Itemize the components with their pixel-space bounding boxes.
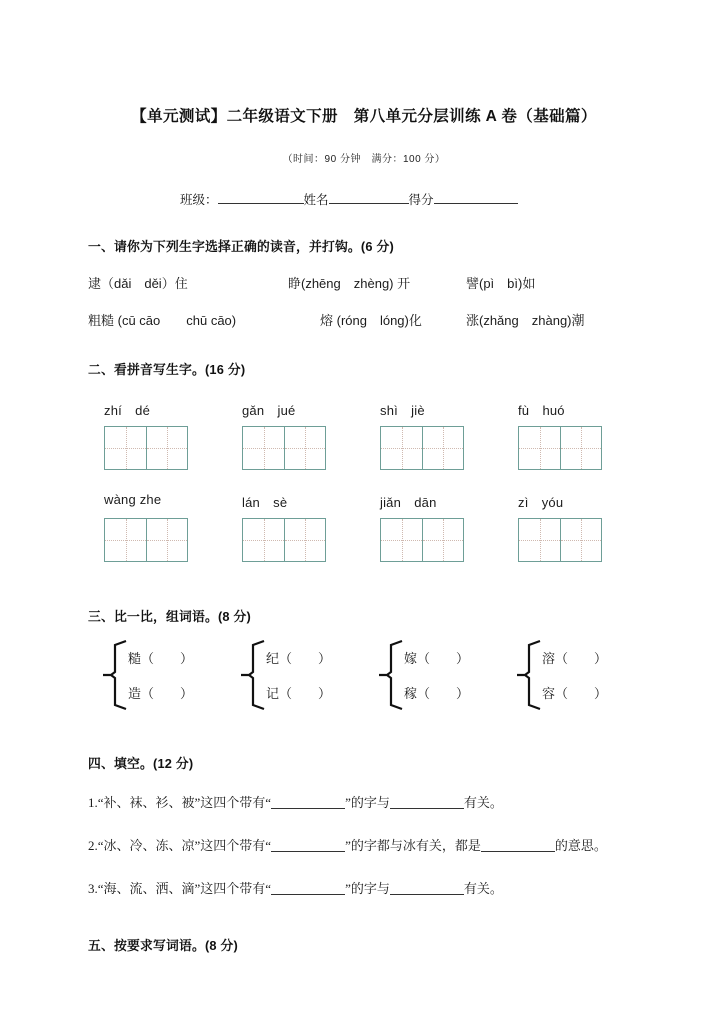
pinyin-text: fù huó — [518, 403, 565, 418]
answer-blank[interactable] — [390, 894, 464, 895]
question-text: 的意思。 — [554, 838, 607, 853]
brace-char-open: 造（ — [128, 686, 155, 701]
pinyin-label-cell — [502, 400, 640, 419]
brace-word-line[interactable] — [404, 683, 469, 702]
writing-grid-cell — [88, 426, 226, 470]
fill-blank-question-3 — [88, 877, 640, 901]
tianzige-cell[interactable] — [381, 519, 422, 561]
brace-group — [378, 639, 516, 711]
brace-group-row — [88, 639, 640, 711]
tianzige-cell[interactable] — [560, 519, 601, 561]
brace-char-close: ） — [318, 651, 332, 666]
brace-char-close: ） — [180, 651, 194, 666]
brace-word-line[interactable] — [128, 648, 193, 667]
left-brace-icon — [378, 639, 404, 711]
brace-word-line[interactable] — [404, 648, 469, 667]
pinyin-label-cell — [88, 400, 226, 419]
brace-word-line[interactable] — [266, 648, 331, 667]
class-label: 班级： — [180, 193, 218, 207]
brace-word-list — [128, 639, 193, 711]
score-label: 得分 — [408, 193, 434, 207]
question-text: ”的字与 — [345, 795, 390, 810]
left-brace-icon — [102, 639, 128, 711]
brace-char-close: ） — [456, 651, 470, 666]
brace-char-close: ） — [180, 686, 194, 701]
question-text: 有关。 — [463, 881, 503, 896]
tianzige-cell[interactable] — [284, 427, 325, 469]
tianzige-cell[interactable] — [422, 519, 463, 561]
pinyin-text: zì yóu — [518, 495, 564, 510]
brace-word-list — [542, 639, 607, 711]
section-three-heading: 三、比一比，组词语。(8 分) — [88, 609, 251, 624]
writing-grid-cell — [364, 426, 502, 470]
question-text: 3.“海、流、洒、滴”这四个带有“ — [88, 881, 272, 896]
answer-blank[interactable] — [390, 808, 464, 809]
pinyin-text: lán sè — [242, 495, 288, 510]
tianzige-cell[interactable] — [146, 519, 187, 561]
question-text: 1.“补、袜、衫、被”这四个带有“ — [88, 795, 272, 810]
brace-word-list — [266, 639, 331, 711]
brace-char-open: 糙（ — [128, 651, 155, 666]
fill-blank-question-2 — [88, 834, 640, 858]
tianzige-cell[interactable] — [519, 519, 560, 561]
tianzige-cell[interactable] — [519, 427, 560, 469]
brace-char-open: 稼（ — [404, 686, 431, 701]
tianzige-cell[interactable] — [422, 427, 463, 469]
student-info-line — [88, 190, 640, 208]
brace-char-open: 容（ — [542, 686, 569, 701]
answer-blank[interactable] — [271, 851, 345, 852]
section-one-row-1 — [88, 273, 640, 292]
answer-blank[interactable] — [271, 808, 345, 809]
section-two — [88, 359, 640, 562]
pinyin-text: shì jiè — [380, 403, 425, 418]
brace-char-close: ） — [594, 686, 608, 701]
class-blank[interactable] — [218, 203, 304, 204]
brace-char-close: ） — [594, 651, 608, 666]
tianzige-box[interactable] — [242, 426, 326, 470]
section-one — [88, 236, 640, 329]
name-label: 姓名 — [303, 193, 329, 207]
writing-grid-cell — [226, 426, 364, 470]
fill-blank-question-1 — [88, 791, 640, 815]
brace-char-open: 纪（ — [266, 651, 293, 666]
brace-word-line[interactable] — [542, 683, 607, 702]
paper-content — [88, 0, 640, 954]
score-blank[interactable] — [434, 203, 518, 204]
exam-meta-subtitle: （时间：90 分钟 满分：100 分） — [282, 154, 446, 165]
tianzige-box[interactable] — [380, 518, 464, 562]
question-text: 2.“冰、冷、冻、凉”这四个带有“ — [88, 838, 272, 853]
tianzige-cell[interactable] — [146, 427, 187, 469]
left-brace-icon — [240, 639, 266, 711]
section-one-heading: 一、请你为下列生字选择正确的读音，并打钩。(6 分) — [88, 239, 394, 254]
brace-word-line[interactable] — [128, 683, 193, 702]
pinyin-label-cell — [226, 492, 364, 511]
section-five — [88, 935, 640, 954]
tianzige-cell[interactable] — [243, 427, 284, 469]
pinyin-text: jiǎn dān — [380, 495, 437, 510]
pinyin-text: wàng zhe — [104, 492, 162, 507]
pinyin-choice-item[interactable]: 睁(zhēng zhèng) 开 — [288, 276, 411, 291]
writing-grid-cell — [226, 518, 364, 562]
answer-blank[interactable] — [481, 851, 555, 852]
writing-grid-cell — [502, 518, 640, 562]
pinyin-label-cell — [364, 492, 502, 511]
tianzige-cell[interactable] — [105, 427, 146, 469]
tianzige-cell[interactable] — [243, 519, 284, 561]
pinyin-label-cell — [502, 492, 640, 511]
brace-group — [516, 639, 654, 711]
brace-word-line[interactable] — [266, 683, 331, 702]
question-text: 有关。 — [463, 795, 503, 810]
section-five-heading: 五、按要求写词语。(8 分) — [88, 938, 238, 953]
tianzige-cell[interactable] — [105, 519, 146, 561]
section-two-heading: 二、看拼音写生字。(16 分) — [88, 362, 246, 377]
writing-grid-row-2 — [88, 518, 640, 562]
brace-group — [240, 639, 378, 711]
pinyin-text: zhí dé — [104, 403, 151, 418]
pinyin-label-cell — [364, 400, 502, 419]
brace-char-open: 溶（ — [542, 651, 569, 666]
name-blank[interactable] — [329, 203, 409, 204]
brace-group — [102, 639, 240, 711]
pinyin-choice-item[interactable]: 譬(pì bì)如 — [466, 276, 536, 291]
tianzige-cell[interactable] — [560, 427, 601, 469]
pinyin-choice-item[interactable]: 逮（dǎi děi）住 — [88, 276, 188, 291]
pinyin-label-row-1 — [88, 400, 640, 419]
pinyin-label-row-2 — [88, 492, 640, 511]
writing-grid-cell — [502, 426, 640, 470]
pinyin-label-cell — [226, 400, 364, 419]
pinyin-choice-item[interactable]: 熔 (róng lóng)化 — [320, 313, 422, 328]
tianzige-box[interactable] — [518, 518, 602, 562]
pinyin-choice-item[interactable]: 涨(zhǎng zhàng)潮 — [466, 313, 585, 328]
brace-char-open: 记（ — [266, 686, 293, 701]
question-text: ”的字都与冰有关，都是 — [345, 838, 481, 853]
left-brace-icon — [516, 639, 542, 711]
pinyin-choice-item[interactable]: 粗糙 (cū cāo chū cāo) — [88, 313, 237, 328]
section-three — [88, 606, 640, 711]
tianzige-box[interactable] — [104, 518, 188, 562]
tianzige-box[interactable] — [518, 426, 602, 470]
brace-word-list — [404, 639, 469, 711]
section-four — [88, 753, 640, 901]
pinyin-label-cell — [88, 492, 226, 511]
tianzige-cell[interactable] — [284, 519, 325, 561]
page-title: 【单元测试】二年级语文下册 第八单元分层训练 A 卷（基础篇） — [131, 108, 597, 125]
brace-char-close: ） — [318, 686, 332, 701]
pinyin-text: gǎn jué — [242, 403, 296, 418]
tianzige-box[interactable] — [380, 426, 464, 470]
brace-char-open: 嫁（ — [404, 651, 431, 666]
section-four-heading: 四、填空。(12 分) — [88, 756, 194, 771]
writing-grid-cell — [364, 518, 502, 562]
brace-word-line[interactable] — [542, 648, 607, 667]
brace-char-close: ） — [456, 686, 470, 701]
section-one-row-2 — [88, 310, 640, 329]
tianzige-cell[interactable] — [381, 427, 422, 469]
tianzige-box[interactable] — [242, 518, 326, 562]
writing-grid-cell — [88, 518, 226, 562]
question-text: ”的字与 — [345, 881, 390, 896]
writing-grid-row-1 — [88, 426, 640, 470]
answer-blank[interactable] — [271, 894, 345, 895]
tianzige-box[interactable] — [104, 426, 188, 470]
